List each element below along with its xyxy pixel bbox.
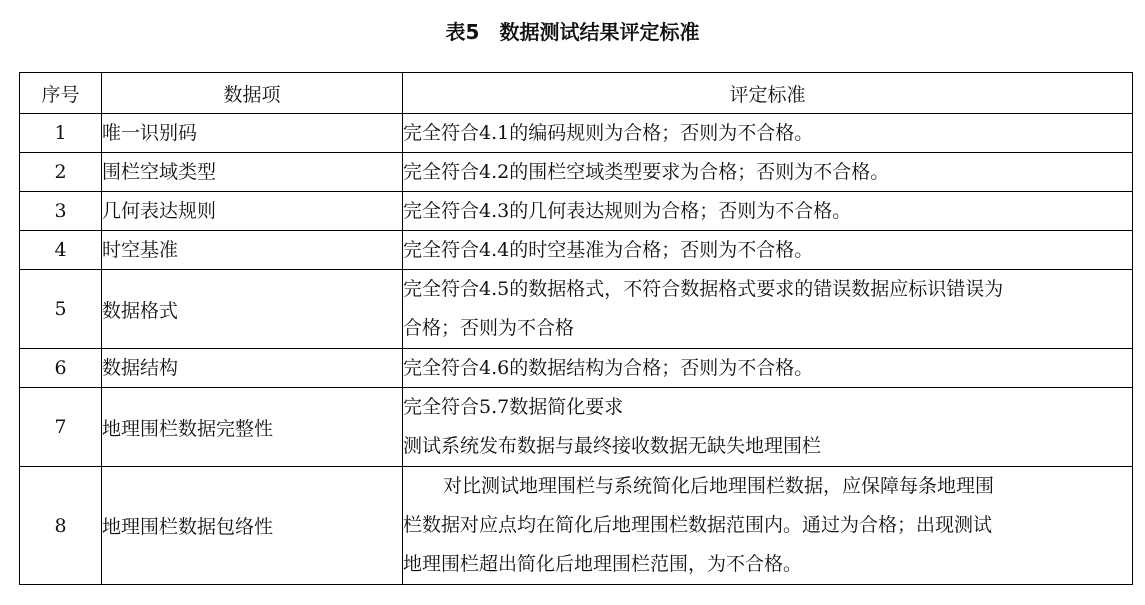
criteria-line: 栏数据对应点均在简化后地理围栏数据范围内。通过为合格；出现测试 <box>403 514 993 536</box>
row-serial-number: 4 <box>20 231 102 270</box>
table-row <box>20 114 1133 153</box>
row-criteria <box>403 349 1133 388</box>
criteria-line: 对比测试地理围栏与系统简化后地理围栏数据，应保障每条地理围 <box>443 475 995 497</box>
row-criteria <box>403 153 1133 192</box>
row-serial-number: 8 <box>20 467 102 585</box>
row-data-item: 围栏空域类型 <box>102 153 403 192</box>
row-data-item: 唯一识别码 <box>102 114 403 153</box>
row-data-item: 几何表达规则 <box>102 192 403 231</box>
criteria-line: 完全符合4.5的数据格式，不符合数据格式要求的错误数据应标识错误为 <box>403 278 1004 300</box>
table-row <box>20 231 1133 270</box>
evaluation-criteria-table <box>19 72 1133 585</box>
row-data-item: 地理围栏数据包络性 <box>102 467 403 585</box>
row-serial-number: 5 <box>20 270 102 349</box>
criteria-line: 完全符合5.7数据简化要求 <box>403 396 624 418</box>
row-criteria <box>403 114 1133 153</box>
criteria-line: 完全符合4.6的数据结构为合格；否则为不合格。 <box>403 357 814 379</box>
row-data-item: 地理围栏数据完整性 <box>102 388 403 467</box>
row-serial-number: 2 <box>20 153 102 192</box>
criteria-line: 合格；否则为不合格 <box>403 317 575 339</box>
criteria-line: 测试系统发布数据与最终接收数据无缺失地理围栏 <box>403 435 822 457</box>
row-criteria <box>403 231 1133 270</box>
row-serial-number: 3 <box>20 192 102 231</box>
criteria-line: 完全符合4.1的编码规则为合格；否则为不合格。 <box>403 122 814 144</box>
table-row <box>20 192 1133 231</box>
row-data-item: 时空基准 <box>102 231 403 270</box>
row-criteria <box>403 270 1133 349</box>
row-data-item: 数据结构 <box>102 349 403 388</box>
row-criteria <box>403 388 1133 467</box>
criteria-line: 完全符合4.4的时空基准为合格；否则为不合格。 <box>403 239 814 261</box>
table-row <box>20 270 1133 349</box>
row-serial-number: 7 <box>20 388 102 467</box>
table-row <box>20 467 1133 585</box>
row-criteria <box>403 192 1133 231</box>
row-data-item: 数据格式 <box>102 270 403 349</box>
row-serial-number: 6 <box>20 349 102 388</box>
table-row <box>20 153 1133 192</box>
table-title: 表5 数据测试结果评定标准 <box>445 20 700 44</box>
header-criteria: 评定标准 <box>403 73 1133 114</box>
criteria-line: 完全符合4.2的围栏空域类型要求为合格；否则为不合格。 <box>403 161 890 183</box>
row-criteria <box>403 467 1133 585</box>
row-serial-number: 1 <box>20 114 102 153</box>
criteria-line: 完全符合4.3的几何表达规则为合格；否则为不合格。 <box>403 200 852 222</box>
header-serial-number: 序号 <box>20 73 102 114</box>
header-row <box>20 73 1133 114</box>
criteria-line: 地理围栏超出简化后地理围栏范围，为不合格。 <box>403 553 803 575</box>
table-row <box>20 388 1133 467</box>
table-row <box>20 349 1133 388</box>
header-data-item: 数据项 <box>102 73 403 114</box>
